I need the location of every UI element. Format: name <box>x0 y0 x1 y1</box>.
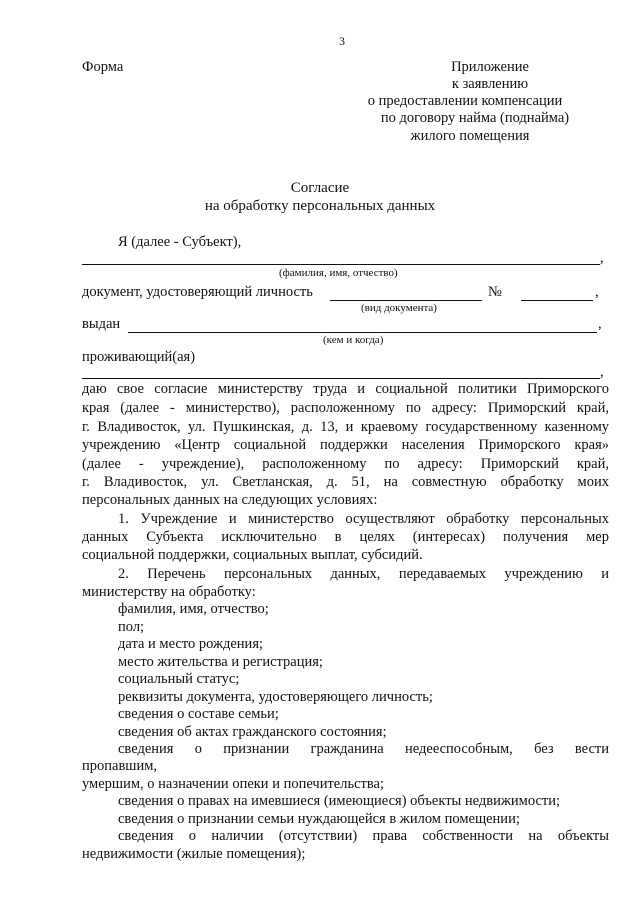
page-number: 3 <box>339 34 345 48</box>
consent-line: даю свое согласие министерству труда и социальной политики Приморского <box>82 381 609 397</box>
issued-caption: (кем и когда) <box>323 334 384 346</box>
document-subtitle: на обработку персональных данных <box>204 198 436 214</box>
list-item: социальный статус; <box>118 671 240 687</box>
item-2-line: министерству на обработку: <box>82 584 256 600</box>
consent-line: г. Владивосток, ул. Пушкинская, д. 13, и краевому государственному казенному <box>82 419 609 435</box>
document-title: Согласие <box>290 180 350 196</box>
word: о <box>194 741 202 757</box>
item-1-line: 1. Учреждение и министерство осуществляют обработку персональных <box>118 511 609 527</box>
list-item-incapacity <box>118 741 609 758</box>
consent-line: края (далее - министерство), расположенному по адресу: Приморский край, <box>82 400 609 416</box>
consent-line: учреждению «Центр социальной поддержки населения Приморского края» <box>82 437 609 453</box>
residing-blank-line[interactable] <box>82 378 600 379</box>
comma: , <box>595 284 599 300</box>
item-1-line: данных Субъекта исключительно в целях (интересах) получения мер <box>82 529 609 545</box>
doc-type-caption: (вид документа) <box>361 302 437 314</box>
word: недееспособным, <box>405 741 513 757</box>
comma: , <box>600 364 604 380</box>
doc-type-blank-line[interactable] <box>330 300 482 301</box>
appendix-line: о предоставлении компенсации <box>367 93 563 109</box>
appendix-line: Приложение <box>451 59 529 75</box>
number-sign: № <box>488 284 502 300</box>
fio-blank-line[interactable] <box>82 264 600 265</box>
consent-line: (далее - учреждение), расположенному по адресу: Приморский край, <box>82 456 609 472</box>
form-label: Форма <box>82 59 124 75</box>
subject-intro: Я (далее - Субъект), <box>118 234 242 250</box>
comma: , <box>600 250 604 266</box>
list-item: фамилия, имя, отчество; <box>118 601 269 617</box>
list-item-continuation: умершим, о назначении опеки и попечительства; <box>82 776 384 792</box>
word: вести <box>574 741 609 757</box>
doc-number-blank-line[interactable] <box>521 300 593 301</box>
word: сведения <box>118 741 174 757</box>
issued-blank-line[interactable] <box>128 332 597 333</box>
appendix-line: по договору найма (поднайма) <box>380 110 570 126</box>
issued-label: выдан <box>82 316 121 332</box>
word: гражданина <box>310 741 384 757</box>
comma: , <box>598 316 602 332</box>
appendix-line: жилого помещения <box>410 128 530 144</box>
list-item: пол; <box>118 619 145 635</box>
list-item: сведения об актах гражданского состояния; <box>118 724 387 740</box>
doc-label: документ, удостоверяющий личность <box>82 284 313 300</box>
list-item-continuation: пропавшим, <box>82 758 158 774</box>
residing-label: проживающий(ая) <box>82 349 196 365</box>
consent-line: персональных данных на следующих условиях: <box>82 492 378 508</box>
word: признании <box>223 741 290 757</box>
fio-caption: (фамилия, имя, отчество) <box>279 267 398 279</box>
list-item: сведения о составе семьи; <box>118 706 279 722</box>
word: без <box>534 741 554 757</box>
list-item: сведения о признании семьи нуждающейся в жилом помещении; <box>118 811 520 827</box>
list-item: сведения о наличии (отсутствии) права собственности на объекты <box>118 828 609 844</box>
list-item: реквизиты документа, удостоверяющего личность; <box>118 689 433 705</box>
item-1-line: социальной поддержки, социальных выплат, субсидий. <box>82 547 423 563</box>
list-item: дата и место рождения; <box>118 636 264 652</box>
list-item: сведения о правах на имевшиеся (имеющиеся) объекты недвижимости; <box>118 793 561 809</box>
list-item-continuation: недвижимости (жилые помещения); <box>82 846 306 862</box>
item-2-line: 2. Перечень персональных данных, передаваемых учреждению и <box>118 566 609 582</box>
consent-line: г. Владивосток, ул. Светланская, д. 51, на совместную обработку моих <box>82 474 609 490</box>
appendix-line: к заявлению <box>451 76 529 92</box>
list-item: место жительства и регистрация; <box>118 654 323 670</box>
